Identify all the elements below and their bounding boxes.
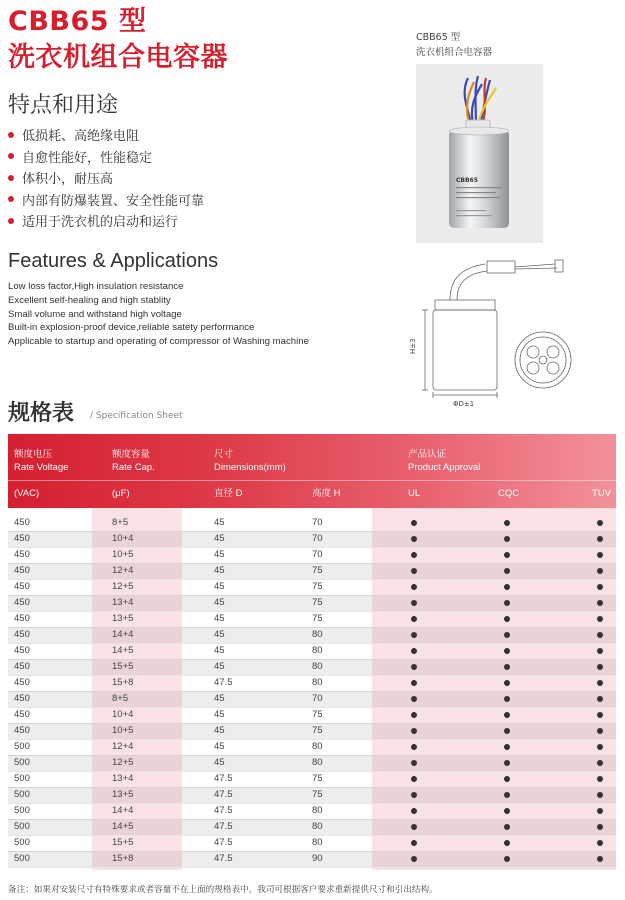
header-divider <box>8 480 616 481</box>
approval-dot-icon <box>411 760 417 766</box>
approval-dot-icon <box>504 536 510 542</box>
approval-dot-icon <box>411 600 417 606</box>
capacity-cell: 13+5 <box>112 789 134 800</box>
spec-table <box>8 434 616 870</box>
capacity-cell: 12+5 <box>112 581 134 592</box>
approval-dot-icon <box>597 712 603 718</box>
table-row <box>8 579 616 595</box>
header-tuv: TUV <box>592 488 611 499</box>
approval-dot-icon <box>411 568 417 574</box>
approval-dot-icon <box>411 696 417 702</box>
capacitor-drawing <box>405 250 580 415</box>
list-item: 低损耗、高绝缘电阻 <box>8 126 204 148</box>
approval-dot-icon <box>504 520 510 526</box>
approval-dot-icon <box>411 584 417 590</box>
approval-dot-icon <box>411 840 417 846</box>
voltage-cell: 500 <box>14 837 30 848</box>
approval-dot-icon <box>411 680 417 686</box>
height-cell: 75 <box>312 725 323 736</box>
header-voltage-unit: (VAC) <box>14 488 40 499</box>
height-cell: 80 <box>312 629 323 640</box>
features-cn-heading: 特点和用途 <box>8 93 119 118</box>
voltage-cell: 500 <box>14 773 30 784</box>
approval-dot-icon <box>597 600 603 606</box>
height-cell: 80 <box>312 805 323 816</box>
approval-dot-icon <box>597 632 603 638</box>
approval-dot-icon <box>597 536 603 542</box>
table-row <box>8 515 616 531</box>
approval-dot-icon <box>504 776 510 782</box>
list-item: Built-in explosion-proof device,reliable satety performance <box>8 322 255 334</box>
approval-dot-icon <box>597 520 603 526</box>
diameter-cell: 47.5 <box>214 789 233 800</box>
features-cn-list <box>8 126 204 234</box>
table-row <box>8 755 616 771</box>
diameter-cell: 47.5 <box>214 677 233 688</box>
list-item: Small volume and withstand high voltage <box>8 308 182 320</box>
height-cell: 80 <box>312 661 323 672</box>
capacity-cell: 14+5 <box>112 645 134 656</box>
table-row <box>8 803 616 819</box>
diameter-cell: 47.5 <box>214 837 233 848</box>
capacity-cell: 15+5 <box>112 837 134 848</box>
approval-dot-icon <box>597 680 603 686</box>
approval-dot-icon <box>411 744 417 750</box>
voltage-cell: 500 <box>14 853 30 864</box>
diameter-cell: 47.5 <box>214 773 233 784</box>
diameter-cell: 47.5 <box>214 805 233 816</box>
approval-dot-icon <box>597 776 603 782</box>
voltage-cell: 500 <box>14 757 30 768</box>
diameter-cell: 45 <box>214 533 225 544</box>
approval-dot-icon <box>597 824 603 830</box>
approval-dot-icon <box>504 840 510 846</box>
approval-dot-icon <box>597 808 603 814</box>
list-item: Applicable to startup and operating of compressor of Washing machine <box>8 336 309 348</box>
diameter-cell: 45 <box>214 693 225 704</box>
diameter-cell: 45 <box>214 549 225 560</box>
approval-dot-icon <box>411 776 417 782</box>
height-cell: 80 <box>312 645 323 656</box>
capacity-cell: 15+8 <box>112 677 134 688</box>
diameter-cell: 45 <box>214 741 225 752</box>
approval-dot-icon <box>504 664 510 670</box>
approval-dot-icon <box>504 648 510 654</box>
capacity-cell: 8+5 <box>112 517 129 528</box>
approval-dot-icon <box>411 808 417 814</box>
approval-dot-icon <box>504 680 510 686</box>
product-subtitle: 洗衣机组合电容器 <box>8 42 228 73</box>
voltage-cell: 450 <box>14 693 30 704</box>
header-height: 高度 H <box>312 488 341 499</box>
diameter-cell: 45 <box>214 645 225 656</box>
approval-dot-icon <box>411 536 417 542</box>
height-cell: 75 <box>312 709 323 720</box>
header-cqc: CQC <box>498 488 520 499</box>
title-block <box>8 4 228 76</box>
approval-dot-icon <box>504 568 510 574</box>
height-cell: 75 <box>312 581 323 592</box>
approval-dot-icon <box>597 744 603 750</box>
approval-dot-icon <box>504 600 510 606</box>
height-cell: 70 <box>312 517 323 528</box>
capacity-cell: 12+4 <box>112 565 134 576</box>
height-cell: 80 <box>312 837 323 848</box>
voltage-cell: 450 <box>14 549 30 560</box>
product-photo <box>416 64 543 243</box>
list-item: 适用于洗衣机的启动和运行 <box>8 212 204 234</box>
capacity-cell: 14+4 <box>112 805 134 816</box>
table-row <box>8 787 616 803</box>
voltage-cell: 500 <box>14 789 30 800</box>
approval-dot-icon <box>597 696 603 702</box>
diameter-cell: 45 <box>214 661 225 672</box>
approval-dot-icon <box>504 808 510 814</box>
height-cell: 75 <box>312 565 323 576</box>
approval-dot-icon <box>597 616 603 622</box>
height-cell: 70 <box>312 533 323 544</box>
list-item: Low loss factor,High insulation resistance <box>8 281 184 292</box>
table-row <box>8 547 616 563</box>
voltage-cell: 450 <box>14 645 30 656</box>
photo-caption: CBB65 型 洗衣机组合电容器 <box>416 32 493 58</box>
approval-dot-icon <box>504 712 510 718</box>
approval-dot-icon <box>411 728 417 734</box>
voltage-cell: 450 <box>14 629 30 640</box>
approval-dot-icon <box>504 728 510 734</box>
footnote: 备注：如果对安装尺寸有特殊要求或者容量不在上面的规格表中，我司可根据客户要求重新提供尺寸和引出结构。 <box>8 885 438 895</box>
diameter-label: ΦD±1 <box>453 400 475 408</box>
voltage-cell: 450 <box>14 581 30 592</box>
capacity-cell: 15+5 <box>112 661 134 672</box>
height-cell: 75 <box>312 613 323 624</box>
list-item: 内部有防爆装置、安全性能可靠 <box>8 191 204 213</box>
table-row <box>8 771 616 787</box>
approval-dot-icon <box>597 792 603 798</box>
height-cell: 70 <box>312 693 323 704</box>
approval-dot-icon <box>597 584 603 590</box>
voltage-cell: 500 <box>14 805 30 816</box>
approval-dot-icon <box>597 552 603 558</box>
approval-dot-icon <box>597 840 603 846</box>
approval-dot-icon <box>504 552 510 558</box>
capacity-cell: 13+5 <box>112 613 134 624</box>
diameter-cell: 45 <box>214 597 225 608</box>
approval-dot-icon <box>411 520 417 526</box>
capacitor-image <box>416 64 543 243</box>
approval-dot-icon <box>597 648 603 654</box>
voltage-cell: 500 <box>14 741 30 752</box>
bullet-icon <box>8 218 14 224</box>
approval-dot-icon <box>504 616 510 622</box>
approval-dot-icon <box>411 824 417 830</box>
bullet-icon <box>8 175 14 181</box>
voltage-cell: 500 <box>14 821 30 832</box>
diameter-cell: 45 <box>214 725 225 736</box>
list-item: 体积小，耐压高 <box>8 169 204 191</box>
approval-dot-icon <box>411 712 417 718</box>
approval-dot-icon <box>597 856 603 862</box>
approval-dot-icon <box>504 584 510 590</box>
table-row <box>8 611 616 627</box>
height-label: H±3 <box>409 338 417 354</box>
approval-dot-icon <box>504 792 510 798</box>
capacity-cell: 8+5 <box>112 693 129 704</box>
table-row <box>8 643 616 659</box>
approval-dot-icon <box>597 728 603 734</box>
diameter-cell: 47.5 <box>214 853 233 864</box>
table-row <box>8 531 616 547</box>
header-diameter: 直径 D <box>214 488 243 499</box>
height-cell: 80 <box>312 757 323 768</box>
diameter-cell: 45 <box>214 757 225 768</box>
list-item: 自愈性能好，性能稳定 <box>8 148 204 170</box>
voltage-cell: 450 <box>14 533 30 544</box>
voltage-cell: 450 <box>14 661 30 672</box>
table-row <box>8 563 616 579</box>
bullet-icon <box>8 196 14 202</box>
header-approval: 产品认证 Product Approval <box>408 449 481 473</box>
approval-dot-icon <box>504 744 510 750</box>
table-row <box>8 707 616 723</box>
voltage-cell: 450 <box>14 709 30 720</box>
table-row <box>8 723 616 739</box>
spec-title: 规格表 <box>8 401 75 426</box>
approval-dot-icon <box>504 760 510 766</box>
product-title: CBB65 型 <box>8 6 147 37</box>
header-dimensions: 尺寸 Dimensions(mm) <box>214 449 286 473</box>
capacity-cell: 10+4 <box>112 709 134 720</box>
voltage-cell: 450 <box>14 597 30 608</box>
approval-dot-icon <box>504 856 510 862</box>
voltage-cell: 450 <box>14 517 30 528</box>
diameter-cell: 45 <box>214 581 225 592</box>
height-cell: 70 <box>312 549 323 560</box>
height-cell: 90 <box>312 853 323 864</box>
header-cap-unit: (μF) <box>112 488 130 499</box>
diameter-cell: 45 <box>214 709 225 720</box>
voltage-cell: 450 <box>14 613 30 624</box>
row-divider <box>8 867 616 868</box>
approval-dot-icon <box>411 632 417 638</box>
diameter-cell: 45 <box>214 565 225 576</box>
capacity-cell: 10+5 <box>112 725 134 736</box>
height-cell: 80 <box>312 677 323 688</box>
approval-dot-icon <box>504 824 510 830</box>
height-cell: 80 <box>312 821 323 832</box>
height-cell: 75 <box>312 789 323 800</box>
approval-dot-icon <box>411 552 417 558</box>
header-capacity: 额度容量 Rate Cap. <box>112 449 155 473</box>
list-item: Excellent self-healing and high stablity <box>8 294 171 306</box>
approval-dot-icon <box>597 664 603 670</box>
capacity-cell: 12+5 <box>112 757 134 768</box>
approval-dot-icon <box>504 632 510 638</box>
table-row <box>8 659 616 675</box>
capacity-cell: 13+4 <box>112 773 134 784</box>
header-voltage: 额度电压 Rate Voltage <box>14 449 69 473</box>
features-en-list <box>8 280 309 349</box>
capacity-cell: 15+8 <box>112 853 134 864</box>
bullet-icon <box>8 132 14 138</box>
capacity-cell: 14+5 <box>112 821 134 832</box>
voltage-cell: 450 <box>14 565 30 576</box>
approval-dot-icon <box>597 568 603 574</box>
capacity-cell: 13+4 <box>112 597 134 608</box>
spec-subtitle: / Specification Sheet <box>90 411 183 421</box>
approval-dot-icon <box>411 648 417 654</box>
table-row <box>8 739 616 755</box>
height-cell: 75 <box>312 773 323 784</box>
photo-label: CBB65 <box>456 177 478 184</box>
diameter-cell: 47.5 <box>214 821 233 832</box>
approval-dot-icon <box>411 664 417 670</box>
capacity-cell: 10+4 <box>112 533 134 544</box>
height-cell: 80 <box>312 741 323 752</box>
table-row <box>8 691 616 707</box>
diameter-cell: 45 <box>214 613 225 624</box>
bullet-icon <box>8 153 14 159</box>
voltage-cell: 450 <box>14 725 30 736</box>
table-row <box>8 819 616 835</box>
capacity-cell: 14+4 <box>112 629 134 640</box>
table-row <box>8 595 616 611</box>
height-cell: 75 <box>312 597 323 608</box>
capacity-cell: 12+4 <box>112 741 134 752</box>
approval-dot-icon <box>597 760 603 766</box>
table-row <box>8 627 616 643</box>
dimension-drawing <box>405 250 580 415</box>
diameter-cell: 45 <box>214 629 225 640</box>
header-ul: UL <box>408 488 421 499</box>
table-row <box>8 835 616 851</box>
table-row <box>8 675 616 691</box>
voltage-cell: 450 <box>14 677 30 688</box>
approval-dot-icon <box>504 696 510 702</box>
capacity-cell: 10+5 <box>112 549 134 560</box>
table-row <box>8 851 616 867</box>
diameter-cell: 45 <box>214 517 225 528</box>
approval-dot-icon <box>411 792 417 798</box>
approval-dot-icon <box>411 856 417 862</box>
approval-dot-icon <box>411 616 417 622</box>
features-en-heading: Features & Applications <box>8 250 219 272</box>
